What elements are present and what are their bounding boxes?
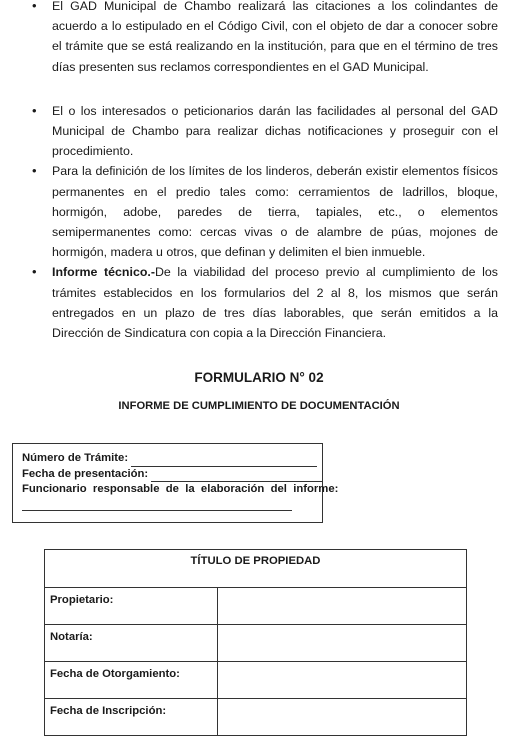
- bullet-icon: •: [32, 264, 37, 280]
- bullet-item-citaciones: [32, 0, 498, 77]
- fecha-otorgamiento-label: Fecha de Otorgamiento:: [45, 662, 218, 699]
- bullet-text: El GAD Municipal de Chambo realizará las citaciones a los colindantes de acuerdo a lo estipulado en el Código Civil, con el objeto de dar a conocer sobre el trámite que se está realizando en la institución, para que en el término de tres días presenten sus reclamos correspondientes en el GAD Municipal.: [52, 0, 498, 74]
- fecha-inscripcion-label: Fecha de Inscripción:: [45, 699, 218, 736]
- bullet-item-facilidades: [32, 101, 498, 162]
- fecha-otorgamiento-value[interactable]: [218, 662, 467, 699]
- bullet-text: Para la definición de los límites de los linderos, deberán existir elementos físicos permanentes en el predio tales como: cerramientos de ladrillos, bloque, hormigón, adobe, paredes de tierra, tapiales, etc., o elementos semipermanentes como: cercas vivas o de alambre de púas, mojones de hormigón, madera u otros, que definan y delimiten el bien inmueble.: [52, 164, 498, 260]
- fecha-presentacion-label: Fecha de presentación:: [22, 467, 149, 480]
- bullet-icon: •: [32, 163, 37, 179]
- fecha-inscripcion-value[interactable]: [218, 699, 467, 736]
- form-subtitle: INFORME DE CUMPLIMIENTO DE DOCUMENTACIÓN: [118, 400, 400, 412]
- numero-tramite-row: [22, 451, 314, 467]
- numero-tramite-label: Número de Trámite:: [22, 452, 129, 464]
- bullet-item-linderos: [32, 161, 498, 262]
- numero-tramite-field[interactable]: [131, 455, 317, 467]
- table-row: [45, 588, 467, 625]
- bullet-list: [32, 0, 498, 343]
- bullet-text: El o los interesados o peticionarios darán las facilidades al personal del GAD Municipal de Chambo para realizar dichas notificaciones y proseguir con el procedimiento.: [52, 103, 498, 159]
- funcionario-label: Funcionario responsable de la elaboración del informe:: [22, 483, 339, 495]
- propietario-value[interactable]: [218, 588, 467, 625]
- table-row: [45, 662, 467, 699]
- notaria-value[interactable]: [218, 625, 467, 662]
- bullet-icon: •: [32, 0, 37, 13]
- fecha-presentacion-field[interactable]: [151, 470, 322, 482]
- bullet-bold-lead: Informe técnico.-: [52, 265, 155, 280]
- form-title: FORMULARIO N° 02: [194, 370, 324, 385]
- table-row: [45, 625, 467, 662]
- funcionario-row: [22, 482, 339, 498]
- bullet-text: De la viabilidad del proceso previo al cumplimiento de los trámites establecidos en los formularios del 2 al 8, los mismos que serán entregados en un plazo de tres días laborables, que serán emitidos a la Dirección de Sindicatura con copia a la Dirección Financiera.: [52, 265, 498, 341]
- notaria-label: Notaría:: [45, 625, 218, 662]
- propietario-label: Propietario:: [45, 588, 218, 625]
- funcionario-field[interactable]: [22, 498, 292, 511]
- fecha-presentacion-row: [22, 467, 314, 483]
- bullet-item-informe-tecnico: [32, 262, 498, 343]
- bullet-icon: •: [32, 102, 37, 118]
- property-title-table: [44, 549, 467, 736]
- property-table-header: TÍTULO DE PROPIEDAD: [45, 550, 467, 588]
- info-box: [12, 443, 339, 523]
- table-row: [45, 699, 467, 736]
